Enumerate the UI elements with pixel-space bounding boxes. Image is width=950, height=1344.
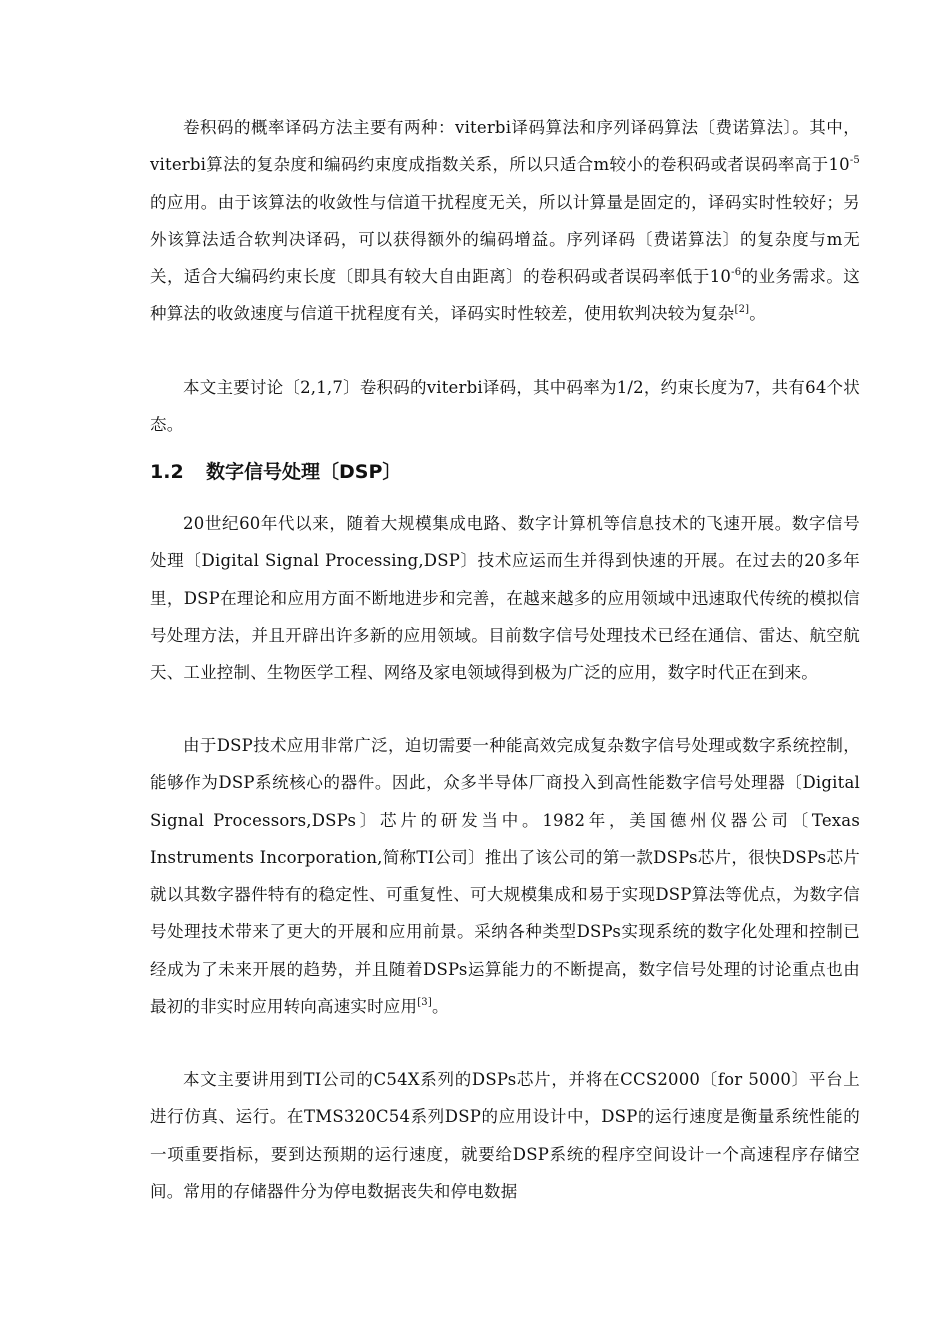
paragraph-dsp-chips: [150, 727, 860, 1025]
paragraph-text: 的应用。由于该算法的收敛性与信道干扰程度无关，所以计算量是固定的，译码实时性较好；另外该算法适合软判决译码，可以获得额外的编码增益。序列译码〔费诺算法〕的复杂度与m无关，适合大编码约束长度〔即具有较大自由距离〕的卷积码或者误码率低于10: [150, 192, 860, 287]
paragraph-code-parameters: [150, 369, 860, 444]
paragraph-c54x-platform: [150, 1061, 860, 1210]
paragraph-convolutional-decoding: [150, 109, 860, 333]
citation-reference: [3]: [417, 997, 432, 1009]
paragraph-text: 。: [749, 304, 766, 324]
citation-reference: [2]: [734, 304, 750, 316]
paragraph-text: 由于DSP技术应用非常广泛，迫切需要一种能高效完成复杂数字信号处理或数字系统控制，能够作为DSP系统核心的器件。因此，众多半导体厂商投入到高性能数字信号处理器〔Digital Signal Processors,DSPs〕芯片的研发当中。1982年，美国德州仪器公司〔Texas Instruments Incorporation,简称TI公司〕推出了该公司的第一款DSPs芯片，很快DSPs芯片就以其数字器件特有的稳定性、可重复性、可大规模集成和易于实现DSP算法等优点，为数字信号处理技术带来了更大的开展和应用前景。采纳各种类型DSPs实现系统的数字化处理和控制已经成为了未来开展的趋势，并且随着DSPs运算能力的不断提高，数字信号处理的讨论重点也由最初的非实时应用转向高速实时应用: [150, 736, 860, 1017]
paragraph-text: 卷积码的概率译码方法主要有两种：viterbi译码算法和序列译码算法〔费诺算法〕。其中，viterbi算法的复杂度和编码约束度成指数关系，所以只适合m较小的卷积码或者误码率高于10: [150, 118, 860, 175]
section-heading: [150, 452, 401, 492]
paragraph-text: 本文主要讨论〔2,1,7〕卷积码的viterbi译码，其中码率为1/2，约束长度为7，共有64个状态。: [150, 378, 860, 435]
superscript-exponent: -6: [731, 267, 742, 279]
paragraph-text: 本文主要讲用到TI公司的C54X系列的DSPs芯片，并将在CCS2000〔for 5000〕平台上进行仿真、运行。在TMS320C54系列DSP的应用设计中，DSP的运行速度是衡量系统性能的一项重要指标，要到达预期的运行速度，就要给DSP系统的程序空间设计一个高速程序存储空间。常用的存储器件分为停电数据丧失和停电数据: [150, 1070, 860, 1201]
paragraph-dsp-history: [150, 505, 860, 691]
section-title: 数字信号处理〔DSP〕: [206, 461, 402, 483]
paragraph-text: 。: [431, 997, 449, 1017]
superscript-exponent: -5: [849, 155, 860, 167]
paragraph-text: 20世纪60年代以来，随着大规模集成电路、数字计算机等信息技术的飞速开展。数字信号处理〔Digital Signal Processing,DSP〕技术应运而生并得到快速的开展。在过去的20多年里，DSP在理论和应用方面不断地进步和完善，在越来越多的应用领域中迅速取代传统的模拟信号处理方法，并且开辟出许多新的应用领域。目前数字信号处理技术已经在通信、雷达、航空航天、工业控制、生物医学工程、网络及家电领域得到极为广泛的应用，数字时代正在到来。: [150, 514, 861, 683]
section-number: 1.2: [150, 461, 184, 483]
paragraph-text: 的业务需求。这种算法的收敛速度与信道干扰程度有关，译码实时性较差，使用软判决较为复杂: [150, 267, 860, 324]
